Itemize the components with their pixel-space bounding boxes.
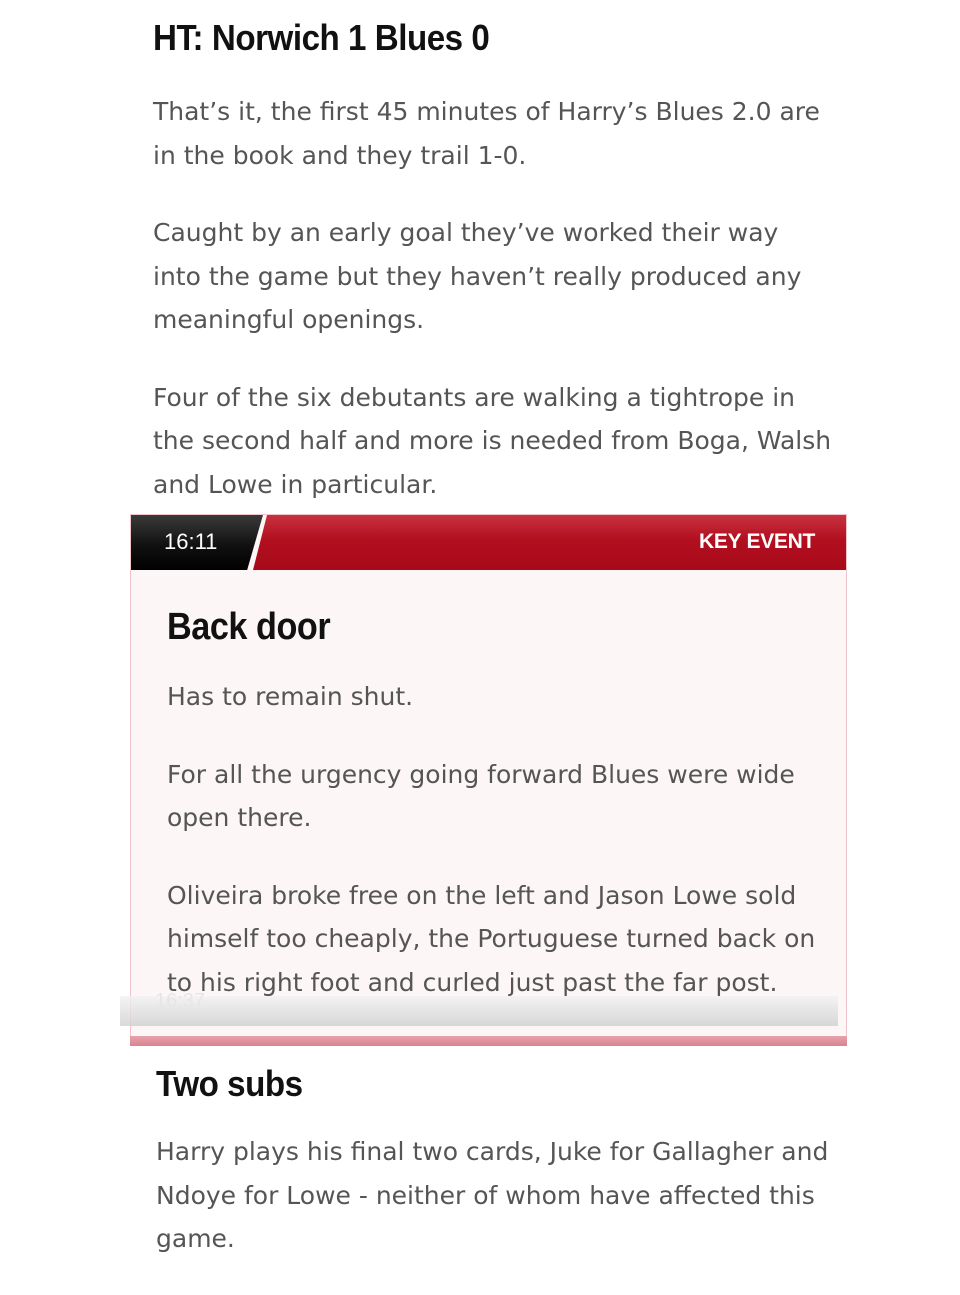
post-paragraph: Oliveira broke free on the left and Jason Lowe sold himself too cheaply, the Portuguese turned back on to his right foot and curled just past the far post. xyxy=(167,880,816,997)
post-heading: HT: Norwich 1 Blues 0 xyxy=(153,17,490,58)
post-timestamp: 16:11 xyxy=(164,529,218,554)
post-paragraph: For all the urgency going forward Blues were wide open there. xyxy=(167,759,795,832)
next-post-timestamp-bar xyxy=(120,996,838,1026)
post-paragraph: Four of the six debutants are walking a tightrope in the second half and more is needed from Boga, Walsh and Lowe in particular. xyxy=(153,382,832,499)
key-event-card xyxy=(130,514,847,1042)
key-event-label: KEY EVENT xyxy=(699,530,815,553)
card-bottom-border xyxy=(130,1036,847,1046)
post-paragraph: Caught by an early goal they’ve worked their way into the game but they haven’t really produced any meaningful openings. xyxy=(153,218,802,334)
post-paragraph: That’s it, the first 45 minutes of Harry’s Blues 2.0 are in the book and they trail 1-0. xyxy=(153,97,820,170)
live-post-subs xyxy=(156,1060,836,1295)
next-post-timestamp: 16:37 xyxy=(155,990,206,1012)
key-event-header xyxy=(131,515,846,570)
post-paragraph: Has to remain shut. xyxy=(167,682,414,711)
post-heading: Back door xyxy=(167,606,331,648)
key-event-body xyxy=(167,601,827,1038)
post-heading: Two subs xyxy=(156,1063,303,1104)
live-post-halftime xyxy=(153,14,833,540)
post-paragraph: Harry plays his final two cards, Juke for Gallagher and Ndoye for Lowe - neither of whom have affected this game. xyxy=(156,1137,829,1253)
